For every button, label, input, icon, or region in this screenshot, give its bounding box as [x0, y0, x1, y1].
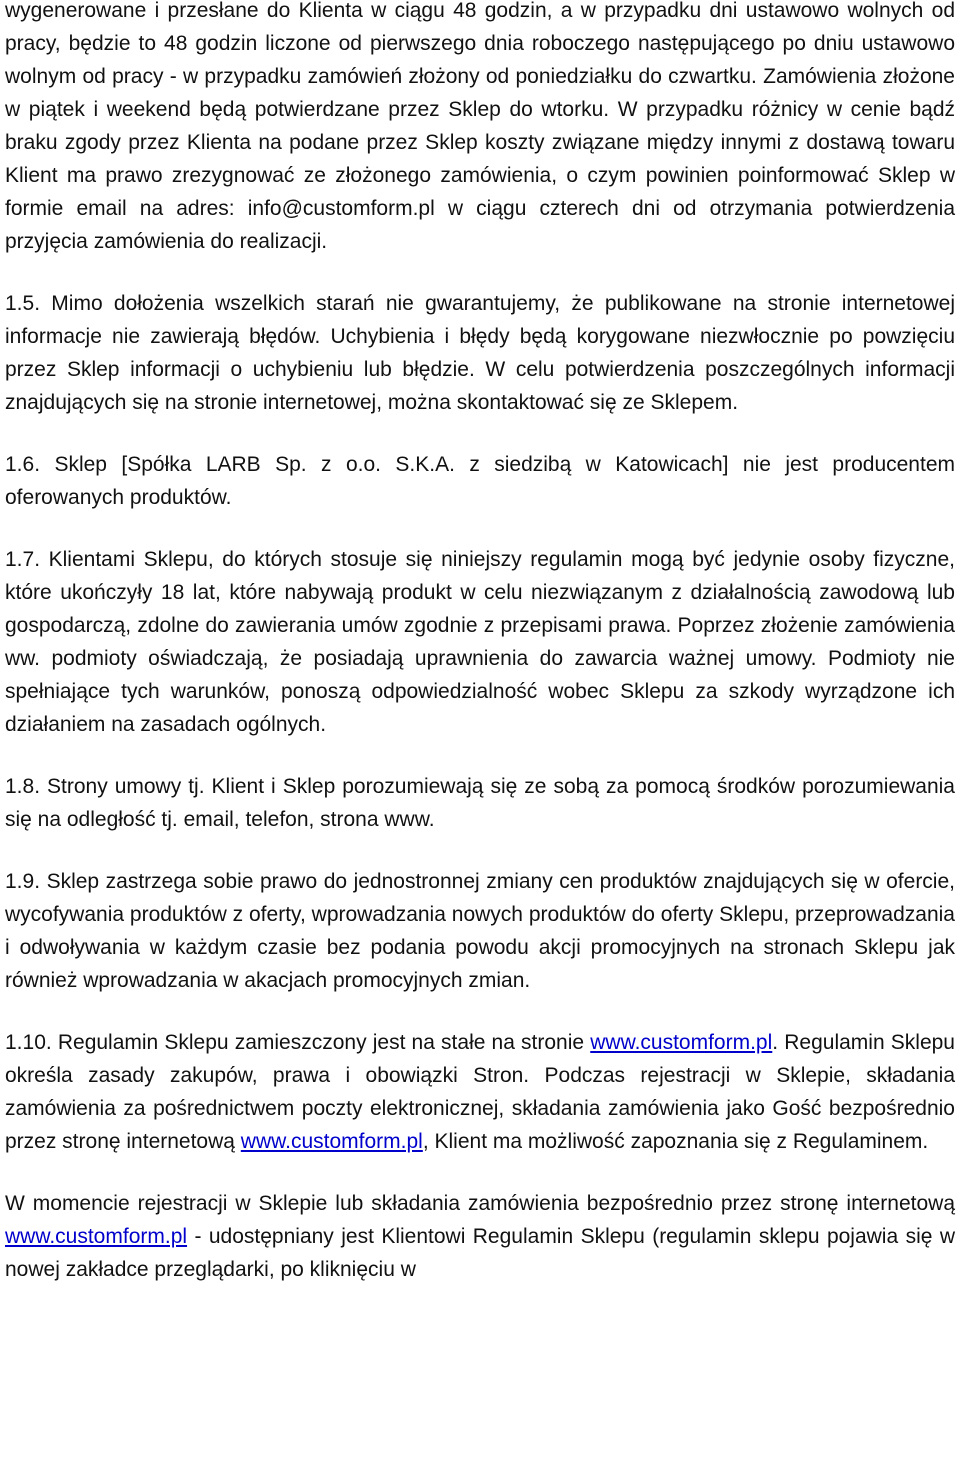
paragraph-1-8: 1.8. Strony umowy tj. Klient i Sklep porozumiewają się ze sobą za pomocą środków porozumiewania się na odległość tj. email, telefon, strona www. — [5, 775, 955, 831]
paragraph-registration — [5, 1187, 955, 1286]
customform-link-3[interactable]: www.customform.pl — [5, 1225, 188, 1248]
paragraph-1-10-text-start: 1.10. Regulamin Sklepu zamieszczony jest na stałe na stronie — [5, 1031, 591, 1054]
paragraph-registration-text-end: - udostępniany jest Klientowi Regulamin Sklepu (regulamin sklepu pojawia się w nowej zakładce przeglądarki, po kliknięciu w — [5, 1225, 955, 1281]
paragraph-1-6: 1.6. Sklep [Spółka LARB Sp. z o.o. S.K.A. z siedzibą w Katowicach] nie jest producentem oferowanych produktów. — [5, 453, 955, 509]
customform-link-2[interactable]: www.customform.pl — [240, 1130, 423, 1153]
document-body — [5, 0, 955, 1315]
paragraph-1-9: 1.9. Sklep zastrzega sobie prawo do jednostronnej zmiany cen produktów znajdujących się w ofercie, wycofywania produktów z oferty, wprowadzania nowych produktów do oferty Sklepu, przeprowadzania i odwoływania w każdym czasie bez podania powodu akcji promocyjnych na stronach Sklepu jak również wprowadzania w akacjach promocyjnych zmian. — [5, 870, 955, 992]
paragraph-1-7: 1.7. Klientami Sklepu, do których stosuje się niniejszy regulamin mogą być jedynie osoby fizyczne, które ukończyły 18 lat, które nabywają produkt w celu niezwiązanym z działalnością zawodową lub gospodarczą, zdolne do zawierania umów zgodnie z przepisami prawa. Poprzez złożenie zamówienia ww. podmioty oświadczają, że posiadają uprawnienia do zawarcia ważnej umowy. Podmioty nie spełniające tych warunków, ponoszą odpowiedzialność wobec Sklepu za szkody wyrządzone ich działaniem na zasadach ogólnych. — [5, 548, 955, 736]
paragraph-order-confirmation: wygenerowane i przesłane do Klienta w ciągu 48 godzin, a w przypadku dni ustawowo wolnych od pracy, będzie to 48 godzin liczone od pierwszego dnia roboczego następującego po dniu ustawowo wolnym od pracy - w przypadku zamówień złożony od poniedziałku do czwartku. Zamówienia złożone w piątek i weekend będą potwierdzane przez Sklep do wtorku. W przypadku różnicy w cenie bądź braku zgody przez Klienta na podane przez Sklep koszty związane między innymi z dostawą towaru Klient ma prawo zrezygnować ze złożonego zamówienia, o czym powinien poinformować Sklep w formie email na adres: info@customform.pl w ciągu czterech dni od otrzymania potwierdzenia przyjęcia zamówienia do realizacji. — [5, 0, 955, 253]
paragraph-1-10-text-end: , Klient ma możliwość zapoznania się z Regulaminem. — [422, 1130, 929, 1153]
paragraph-1-5: 1.5. Mimo dołożenia wszelkich starań nie gwarantujemy, że publikowane na stronie internetowej informacje nie zawierają błędów. Uchybienia i błędy będą korygowane niezwłocznie po powzięciu przez Sklep informacji o uchybieniu lub błędzie. W celu potwierdzenia poszczególnych informacji znajdujących się na stronie internetowej, można skontaktować się ze Sklepem. — [5, 292, 955, 414]
paragraph-registration-text-start: W momencie rejestracji w Sklepie lub składania zamówienia bezpośrednio przez stronę internetową — [5, 1192, 955, 1215]
paragraph-1-10 — [5, 1026, 955, 1158]
customform-link-1[interactable]: www.customform.pl — [590, 1031, 773, 1054]
paragraph-1-10-text-middle: . Regulamin Sklepu określa zasady zakupów, prawa i obowiązki Stron. Podczas rejestracji w Sklepie, składania zamówienia za pośrednictwem poczty elektronicznej, składania zamówienia jako Gość bezpośrednio przez stronę internetową — [5, 1031, 955, 1153]
